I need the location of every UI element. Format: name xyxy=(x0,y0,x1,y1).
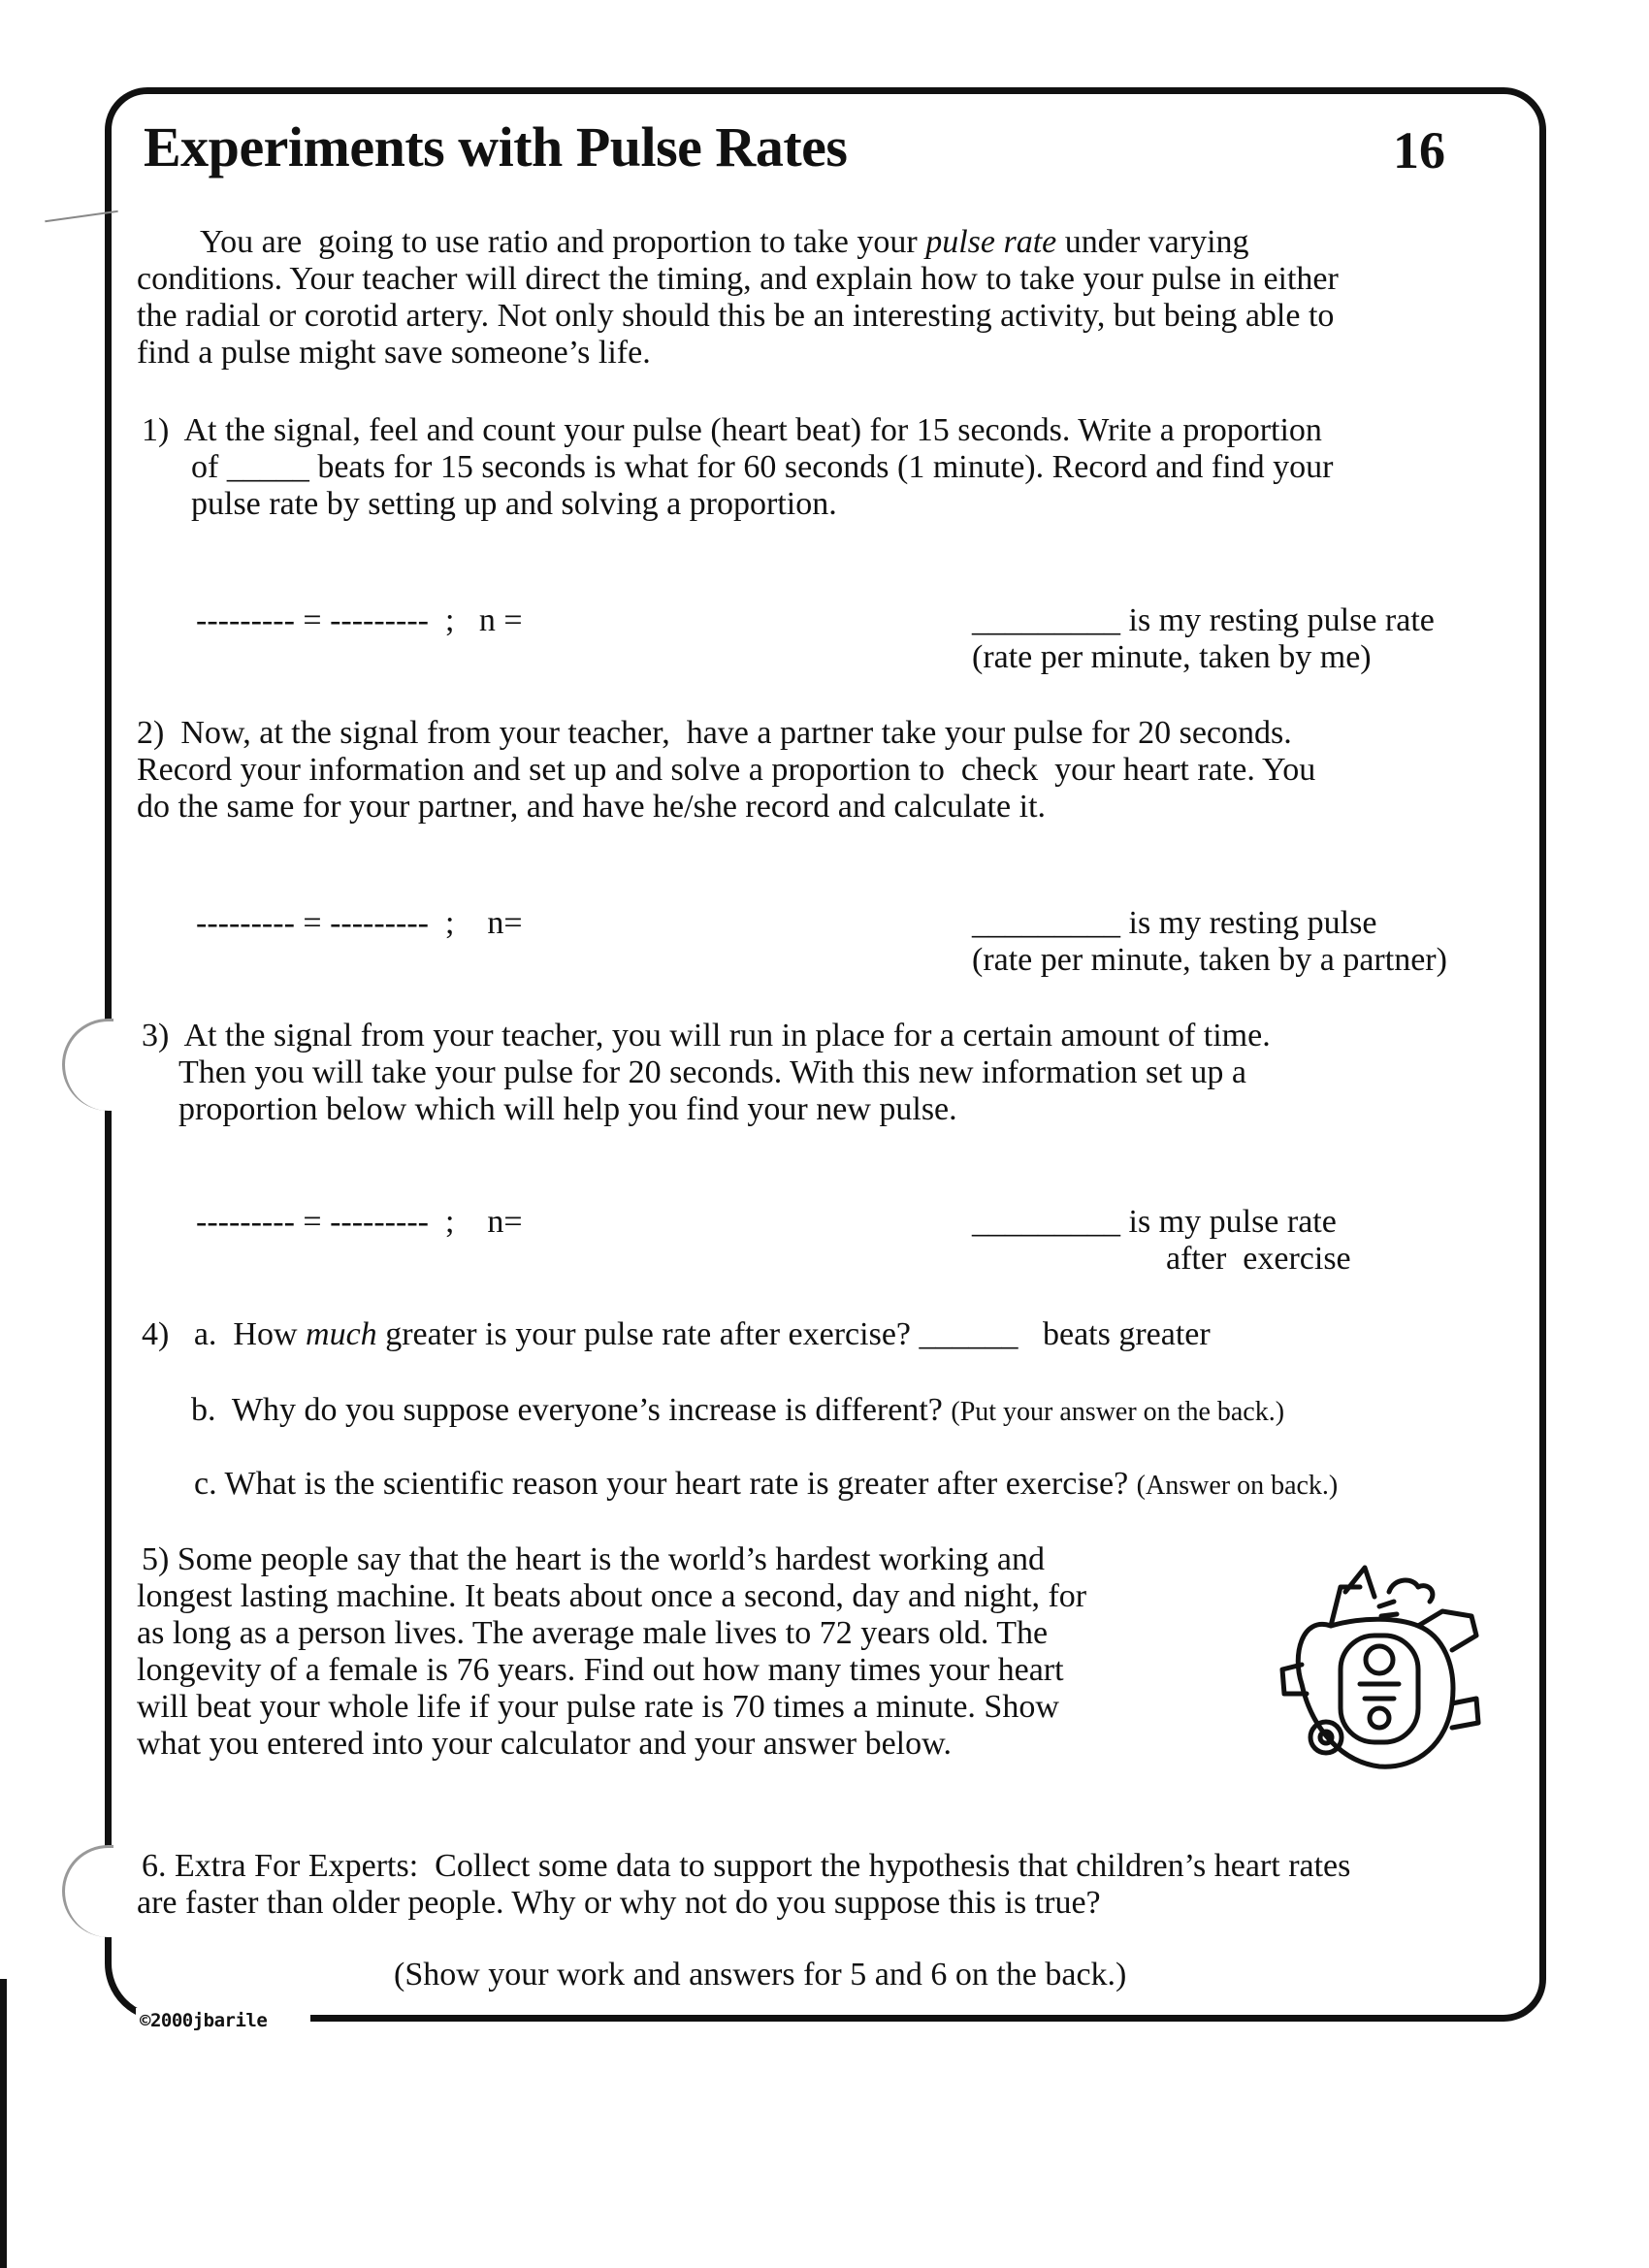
q5-line-4: longevity of a female is 76 years. Find out how many times your heart xyxy=(137,1652,1064,1688)
q4c: c. What is the scientific reason your heart rate is greater after exercise? (Answer on back.) xyxy=(194,1466,1339,1502)
intro-line-1: You are going to use ratio and proportion to take your pulse rate under varying xyxy=(200,224,1249,260)
q5-line-6: what you entered into your calculator and your answer below. xyxy=(137,1726,952,1762)
q4b: b. Why do you suppose everyone’s increase is different? (Put your answer on the back.) xyxy=(191,1392,1285,1428)
q2-line-2: Record your information and set up and solve a proportion to check your heart rate. You xyxy=(137,752,1316,788)
intro-line-2: conditions. Your teacher will direct the timing, and explain how to take your pulse in either xyxy=(137,261,1339,297)
scan-edge xyxy=(0,1979,7,2268)
q2-result: _________ is my resting pulse xyxy=(972,905,1377,941)
q1-proportion: --------- = --------- ; n = xyxy=(196,602,523,638)
binder-hole-icon xyxy=(62,1019,113,1111)
q1-result-note: (rate per minute, taken by me) xyxy=(972,639,1372,675)
q2-line-1: 2) Now, at the signal from your teacher, have a partner take your pulse for 20 seconds. xyxy=(137,715,1292,751)
q3-line-1: 3) At the signal from your teacher, you will run in place for a certain amount of time. xyxy=(142,1018,1271,1053)
q1-result: _________ is my resting pulse rate xyxy=(972,602,1435,638)
q5-line-3: as long as a person lives. The average male lives to 72 years old. The xyxy=(137,1615,1049,1651)
q3-result-note: after exercise xyxy=(1166,1241,1351,1277)
q1-line-1: 1) At the signal, feel and count your pulse (heart beat) for 15 seconds. Write a proportion xyxy=(142,412,1322,448)
page-title: Experiments with Pulse Rates xyxy=(144,115,848,178)
q2-proportion: --------- = --------- ; n= xyxy=(196,905,523,941)
q4a: 4) a. How much greater is your pulse rate after exercise? ______ beats greater xyxy=(142,1316,1211,1352)
q3-proportion: --------- = --------- ; n= xyxy=(196,1204,523,1240)
q3-line-2: Then you will take your pulse for 20 seconds. With this new information set up a xyxy=(178,1054,1246,1090)
q6-line-2: are faster than older people. Why or why not do you suppose this is true? xyxy=(137,1885,1101,1921)
footer-instructions: (Show your work and answers for 5 and 6 on the back.) xyxy=(394,1957,1127,1993)
q5-line-1: 5) Some people say that the heart is the world’s hardest working and xyxy=(142,1541,1045,1577)
q1-line-2: of _____ beats for 15 seconds is what for 60 seconds (1 minute). Record and find your xyxy=(191,449,1334,485)
q2-result-note: (rate per minute, taken by a partner) xyxy=(972,942,1447,978)
intro-line-4: find a pulse might save someone’s life. xyxy=(137,335,651,371)
copyright-notice: ©2000jbarile xyxy=(140,2010,268,2031)
heart-machine-icon xyxy=(1273,1558,1486,1781)
page-number: 16 xyxy=(1393,121,1445,179)
q3-result: _________ is my pulse rate xyxy=(972,1204,1337,1240)
q5-line-5: will beat your whole life if your pulse rate is 70 times a minute. Show xyxy=(137,1689,1059,1725)
binder-hole-icon xyxy=(62,1845,113,1937)
q1-line-3: pulse rate by setting up and solving a proportion. xyxy=(191,486,837,522)
q6-line-1: 6. Extra For Experts: Collect some data to support the hypothesis that children’s heart rates xyxy=(142,1848,1351,1884)
q5-line-2: longest lasting machine. It beats about once a second, day and night, for xyxy=(137,1578,1087,1614)
q2-line-3: do the same for your partner, and have he/she record and calculate it. xyxy=(137,789,1047,825)
intro-line-3: the radial or corotid artery. Not only should this be an interesting activity, but being able to xyxy=(137,298,1335,334)
q3-line-3: proportion below which will help you find your new pulse. xyxy=(178,1091,957,1127)
